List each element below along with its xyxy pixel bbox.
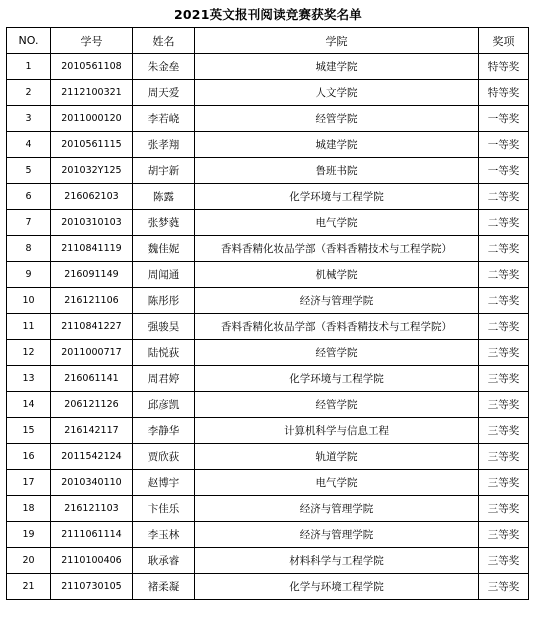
student-id: 216142117 <box>51 418 133 444</box>
table-row <box>7 418 529 444</box>
college: 材料科学与工程学院 <box>195 548 479 574</box>
row-no: 9 <box>7 262 51 288</box>
row-no: 16 <box>7 444 51 470</box>
college: 经济与管理学院 <box>195 496 479 522</box>
row-no: 12 <box>7 340 51 366</box>
row-no: 20 <box>7 548 51 574</box>
college: 经济与管理学院 <box>195 522 479 548</box>
student-name: 朱金垒 <box>133 54 195 80</box>
table-row <box>7 210 529 236</box>
header-college: 学院 <box>195 28 479 54</box>
college: 香料香精化妆品学部（香料香精技术与工程学院） <box>195 236 479 262</box>
header-name: 姓名 <box>133 28 195 54</box>
student-name: 耿承睿 <box>133 548 195 574</box>
award-table <box>6 27 529 600</box>
student-name: 陈彤彤 <box>133 288 195 314</box>
row-no: 21 <box>7 574 51 600</box>
student-id: 201032Y125 <box>51 158 133 184</box>
award: 一等奖 <box>479 158 529 184</box>
college: 化学环境与工程学院 <box>195 366 479 392</box>
student-name: 赵博宇 <box>133 470 195 496</box>
table-row <box>7 574 529 600</box>
table-row <box>7 236 529 262</box>
table-row <box>7 184 529 210</box>
row-no: 6 <box>7 184 51 210</box>
award: 三等奖 <box>479 392 529 418</box>
college: 机械学院 <box>195 262 479 288</box>
student-name: 强骏昊 <box>133 314 195 340</box>
student-id: 216091149 <box>51 262 133 288</box>
award: 二等奖 <box>479 262 529 288</box>
student-id: 2110100406 <box>51 548 133 574</box>
table-row <box>7 262 529 288</box>
award: 二等奖 <box>479 184 529 210</box>
table-row <box>7 548 529 574</box>
table-row <box>7 288 529 314</box>
college: 计算机科学与信息工程 <box>195 418 479 444</box>
student-name: 邱彦凯 <box>133 392 195 418</box>
award: 二等奖 <box>479 288 529 314</box>
award: 三等奖 <box>479 574 529 600</box>
college: 香料香精化妆品学部（香料香精技术与工程学院） <box>195 314 479 340</box>
student-name: 陆悦荻 <box>133 340 195 366</box>
student-name: 褚柔凝 <box>133 574 195 600</box>
student-id: 2011542124 <box>51 444 133 470</box>
row-no: 5 <box>7 158 51 184</box>
student-name: 贾欣荻 <box>133 444 195 470</box>
student-id: 216061141 <box>51 366 133 392</box>
college: 轨道学院 <box>195 444 479 470</box>
table-row <box>7 80 529 106</box>
award: 特等奖 <box>479 54 529 80</box>
table-row <box>7 132 529 158</box>
student-id: 2110841119 <box>51 236 133 262</box>
student-name: 周天爱 <box>133 80 195 106</box>
row-no: 10 <box>7 288 51 314</box>
page-title: 2021英文报刊阅读竞赛获奖名单 <box>174 7 362 22</box>
row-no: 13 <box>7 366 51 392</box>
row-no: 2 <box>7 80 51 106</box>
student-id: 216121106 <box>51 288 133 314</box>
college: 经管学院 <box>195 106 479 132</box>
student-id: 2110841227 <box>51 314 133 340</box>
row-no: 4 <box>7 132 51 158</box>
award: 一等奖 <box>479 106 529 132</box>
table-row <box>7 522 529 548</box>
student-id: 2010561108 <box>51 54 133 80</box>
row-no: 15 <box>7 418 51 444</box>
row-no: 3 <box>7 106 51 132</box>
college: 城建学院 <box>195 54 479 80</box>
college: 人文学院 <box>195 80 479 106</box>
award: 三等奖 <box>479 366 529 392</box>
award: 特等奖 <box>479 80 529 106</box>
row-no: 11 <box>7 314 51 340</box>
award: 三等奖 <box>479 522 529 548</box>
award: 三等奖 <box>479 548 529 574</box>
award: 三等奖 <box>479 418 529 444</box>
header-award: 奖项 <box>479 28 529 54</box>
college: 电气学院 <box>195 470 479 496</box>
award: 三等奖 <box>479 444 529 470</box>
row-no: 19 <box>7 522 51 548</box>
student-id: 216062103 <box>51 184 133 210</box>
table-row <box>7 444 529 470</box>
student-name: 张孝翔 <box>133 132 195 158</box>
student-name: 陈露 <box>133 184 195 210</box>
award: 三等奖 <box>479 470 529 496</box>
row-no: 7 <box>7 210 51 236</box>
college: 经管学院 <box>195 340 479 366</box>
header-student-id: 学号 <box>51 28 133 54</box>
header-no: NO. <box>7 28 51 54</box>
award: 一等奖 <box>479 132 529 158</box>
row-no: 1 <box>7 54 51 80</box>
table-row <box>7 496 529 522</box>
table-row <box>7 340 529 366</box>
student-id: 2010310103 <box>51 210 133 236</box>
table-row <box>7 314 529 340</box>
student-id: 216121103 <box>51 496 133 522</box>
student-name: 胡宇新 <box>133 158 195 184</box>
college: 化学环境与工程学院 <box>195 184 479 210</box>
college: 经管学院 <box>195 392 479 418</box>
student-id: 2010561115 <box>51 132 133 158</box>
student-id: 2010340110 <box>51 470 133 496</box>
student-id: 2011000120 <box>51 106 133 132</box>
student-name: 周君婷 <box>133 366 195 392</box>
table-row <box>7 392 529 418</box>
student-id: 206121126 <box>51 392 133 418</box>
student-id: 2011000717 <box>51 340 133 366</box>
student-name: 周闻通 <box>133 262 195 288</box>
student-name: 张梦蕤 <box>133 210 195 236</box>
student-name: 卞佳乐 <box>133 496 195 522</box>
college: 电气学院 <box>195 210 479 236</box>
student-name: 李若峣 <box>133 106 195 132</box>
college: 经济与管理学院 <box>195 288 479 314</box>
award: 三等奖 <box>479 340 529 366</box>
student-name: 魏佳妮 <box>133 236 195 262</box>
table-header-row <box>7 28 529 54</box>
award: 三等奖 <box>479 496 529 522</box>
award: 二等奖 <box>479 236 529 262</box>
student-name: 李静华 <box>133 418 195 444</box>
college: 化学与环境工程学院 <box>195 574 479 600</box>
student-id: 2112100321 <box>51 80 133 106</box>
table-row <box>7 54 529 80</box>
table-row <box>7 470 529 496</box>
table-row <box>7 158 529 184</box>
award: 二等奖 <box>479 210 529 236</box>
student-name: 李玉林 <box>133 522 195 548</box>
college: 城建学院 <box>195 132 479 158</box>
student-id: 2111061114 <box>51 522 133 548</box>
row-no: 18 <box>7 496 51 522</box>
college: 鲁班书院 <box>195 158 479 184</box>
row-no: 14 <box>7 392 51 418</box>
student-id: 2110730105 <box>51 574 133 600</box>
award: 二等奖 <box>479 314 529 340</box>
row-no: 8 <box>7 236 51 262</box>
row-no: 17 <box>7 470 51 496</box>
table-row <box>7 106 529 132</box>
table-row <box>7 366 529 392</box>
